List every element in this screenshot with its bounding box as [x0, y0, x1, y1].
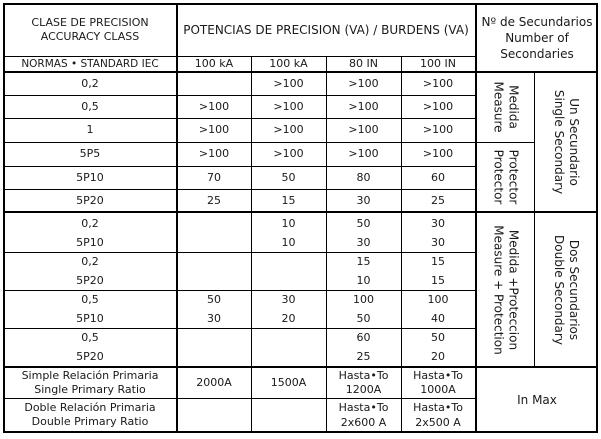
grid-line: [3, 398, 476, 399]
subheader-normas: NORMAS • STANDARD IEC: [21, 58, 159, 70]
grid-line: [3, 252, 476, 253]
double-block-3-v3: 100 50: [353, 293, 374, 325]
simple-ratio-v2: 1500A: [270, 376, 307, 389]
single-row-3-v4: >100: [422, 123, 454, 136]
grid-line: [3, 95, 476, 96]
double-block-1-v4: 30 30: [431, 217, 445, 249]
single-row-6-class: 5P20: [76, 193, 104, 207]
simple-ratio-v4: Hasta•To 1000A: [413, 369, 463, 396]
double-block-4-v2: [251, 328, 326, 366]
double-block-3-v2: 30 20: [281, 293, 296, 325]
single-row-6-v3: 30: [356, 193, 371, 207]
double-block-4-v1: [177, 328, 251, 366]
double-block-2-v4: 15 15: [431, 255, 445, 287]
side-label-medida: Medida Measure: [491, 81, 521, 133]
single-row-4-v4: >100: [422, 147, 454, 160]
subheader-col-3: 80 IN: [349, 57, 378, 70]
single-row-4-class: 5P5: [79, 147, 101, 160]
double-block-4-v4: 50 20: [431, 331, 445, 363]
doble-ratio-v4: Hasta•To 2x500 A: [413, 401, 463, 429]
single-row-1-v2: >100: [273, 76, 304, 90]
simple-ratio-v3: Hasta•To 1200A: [338, 369, 389, 396]
simple-ratio-v1: 2000A: [196, 376, 232, 389]
single-row-2-v3: >100: [348, 99, 379, 113]
single-row-4-v1: >100: [198, 147, 230, 160]
single-row-3-v3: >100: [348, 123, 379, 136]
side-label-dos-secundarios: Dos Secundarios Double Secondary: [552, 235, 582, 345]
doble-ratio-v1: [177, 399, 251, 431]
single-row-6-v4: 25: [431, 193, 445, 207]
single-row-1-v3: >100: [348, 76, 379, 90]
grid-line: [3, 142, 535, 143]
grid-line: [3, 71, 598, 73]
double-block-3-v4: 100 40: [427, 293, 449, 325]
header-class-line2: ACCURACY CLASS: [40, 30, 140, 43]
grid-line: [3, 211, 598, 213]
subheader-col-4: 100 IN: [420, 57, 456, 70]
header-class-line1: CLASE DE PRECISION: [31, 16, 149, 29]
double-block-4-v3: 60 25: [356, 331, 371, 363]
single-row-1-v4: >100: [422, 76, 454, 90]
single-row-3-class: 1: [86, 123, 94, 136]
side-label-protector: Protector Protector: [491, 149, 521, 205]
grid-line: [596, 3, 598, 433]
grid-line: [534, 71, 535, 368]
header-secondaries-line3: Secondaries: [500, 47, 574, 61]
double-block-2-v1: [177, 252, 251, 290]
grid-line: [3, 166, 476, 167]
grid-line: [326, 56, 327, 433]
double-block-1-v1: [177, 214, 251, 252]
double-block-3-v1: 50 30: [207, 293, 221, 325]
single-row-3-v1: >100: [198, 123, 230, 136]
doble-ratio-v2: [251, 399, 326, 431]
single-row-3-v2: >100: [273, 123, 304, 136]
single-row-5-class: 5P10: [76, 170, 104, 184]
doble-ratio-label: Doble Relación Primaria Double Primary Ratio: [24, 401, 156, 428]
simple-ratio-label: Simple Relación Primaria Single Primary Ratio: [21, 369, 159, 396]
grid-line: [176, 3, 178, 433]
single-row-6-v1: 25: [207, 193, 221, 207]
double-block-1-class: 0,2 5P10: [76, 217, 104, 249]
double-block-3-class: 0,5 5P10: [76, 293, 104, 325]
grid-line: [3, 366, 598, 368]
single-row-5-v3: 80: [356, 170, 371, 184]
header-burdens: POTENCIAS DE PRECISION (VA) / BURDENS (VA): [183, 23, 469, 37]
single-row-2-v1: >100: [198, 99, 230, 113]
grid-line: [3, 290, 476, 291]
double-block-2-class: 0,2 5P20: [76, 255, 104, 287]
grid-line: [251, 56, 252, 433]
grid-line: [475, 3, 477, 433]
grid-line: [401, 56, 402, 433]
single-row-4-v3: >100: [348, 147, 379, 160]
header-secondaries-line2: Number of: [505, 31, 569, 45]
grid-line: [3, 56, 476, 57]
single-row-5-v1: 70: [207, 170, 221, 184]
double-block-4-class: 0,5 5P20: [76, 331, 104, 363]
grid-line: [3, 3, 598, 5]
header-accuracy-class: [4, 4, 176, 56]
subheader-col-1: 100 kA: [194, 57, 234, 70]
single-row-1-v1: [177, 72, 251, 95]
double-block-2-v2: [251, 252, 326, 290]
double-block-1-v2: 10 10: [281, 217, 296, 249]
grid-line: [3, 3, 5, 433]
single-row-5-v2: 50: [281, 170, 296, 184]
double-block-1-v3: 50 30: [356, 217, 371, 249]
grid-line: [3, 189, 476, 190]
double-block-2-v3: 15 10: [356, 255, 371, 287]
single-row-4-v2: >100: [273, 147, 304, 160]
single-row-1-class: 0,2: [81, 76, 99, 90]
grid-line: [3, 328, 476, 329]
single-row-5-v4: 60: [431, 170, 445, 184]
grid-line: [3, 431, 598, 433]
side-label-un-secundario: Un Secundario Single Secondary: [552, 89, 582, 195]
single-row-6-v2: 15: [281, 193, 296, 207]
subheader-col-2: 100 kA: [269, 57, 308, 70]
single-row-2-v2: >100: [273, 99, 304, 113]
in-max-label: In Max: [517, 392, 557, 407]
header-secondaries-line1: Nº de Secundarios: [481, 15, 593, 29]
side-label-medida-proteccion: Medida +Proteccion Measure + Protection: [491, 225, 521, 355]
grid-line: [3, 118, 476, 119]
header-secondaries: [477, 4, 597, 72]
doble-ratio-v3: Hasta•To 2x600 A: [338, 401, 389, 429]
single-row-2-class: 0,5: [81, 99, 99, 113]
single-row-2-v4: >100: [422, 99, 454, 113]
